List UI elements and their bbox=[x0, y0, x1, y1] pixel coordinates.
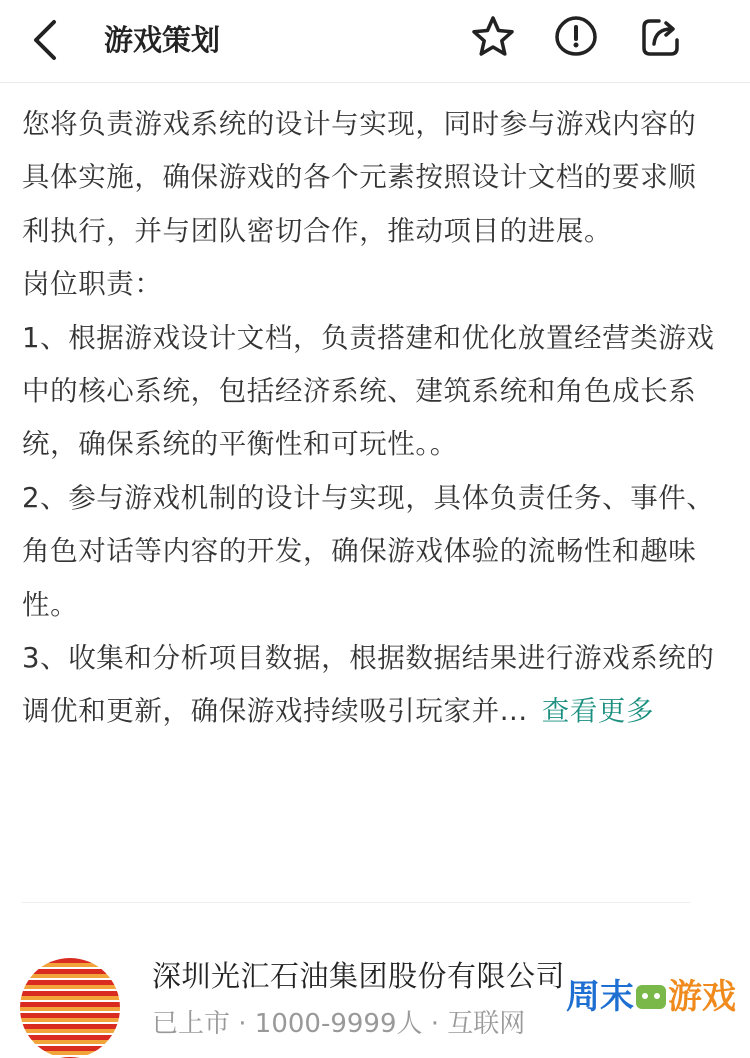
gamepad-icon bbox=[636, 985, 666, 1009]
watermark-text-2: 游戏 bbox=[668, 977, 736, 1017]
duty-item-2: 2、参与游戏机制的设计与实现，具体负责任务、事件、角色对话等内容的开发，确保游戏体验的流畅性和趣味性。 bbox=[22, 481, 715, 621]
job-description bbox=[22, 98, 722, 739]
company-name[interactable]: 深圳光汇石油集团股份有限公司 bbox=[152, 959, 566, 993]
company-meta: 已上市 · 1000-9999人 · 互联网 bbox=[152, 1009, 526, 1039]
divider bbox=[22, 902, 690, 903]
favorite-button[interactable] bbox=[470, 14, 516, 60]
watermark-text-1: 周末 bbox=[566, 977, 634, 1017]
page-title: 游戏策划 bbox=[104, 23, 221, 57]
watermark bbox=[566, 972, 750, 1022]
duty-item-3: 3、收集和分析项目数据，根据数据结果进行游戏系统的调优和更新，确保游戏持续吸引玩家并... bbox=[22, 642, 715, 728]
duty-item-1: 1、根据游戏设计文档，负责搭建和优化放置经营类游戏中的核心系统，包括经济系统、建筑系统和角色成长系统，确保系统的平衡性和可玩性。。 bbox=[22, 321, 715, 461]
top-bar bbox=[0, 0, 750, 83]
back-arrow-icon bbox=[24, 14, 68, 66]
star-icon bbox=[470, 14, 516, 60]
job-intro: 您将负责游戏系统的设计与实现，同时参与游戏内容的具体实施，确保游戏的各个元素按照设计文档的要求顺利执行，并与团队密切合作，推动项目的进展。 bbox=[22, 108, 697, 247]
company-logo[interactable] bbox=[20, 958, 120, 1058]
report-button[interactable] bbox=[553, 14, 599, 60]
share-icon bbox=[638, 14, 684, 60]
warning-icon bbox=[553, 14, 599, 60]
view-more-link[interactable]: 查看更多 bbox=[541, 695, 655, 728]
duties-heading: 岗位职责： bbox=[22, 268, 163, 301]
back-button[interactable] bbox=[24, 14, 68, 66]
share-button[interactable] bbox=[638, 14, 684, 60]
duty-item-3-row bbox=[22, 632, 722, 739]
